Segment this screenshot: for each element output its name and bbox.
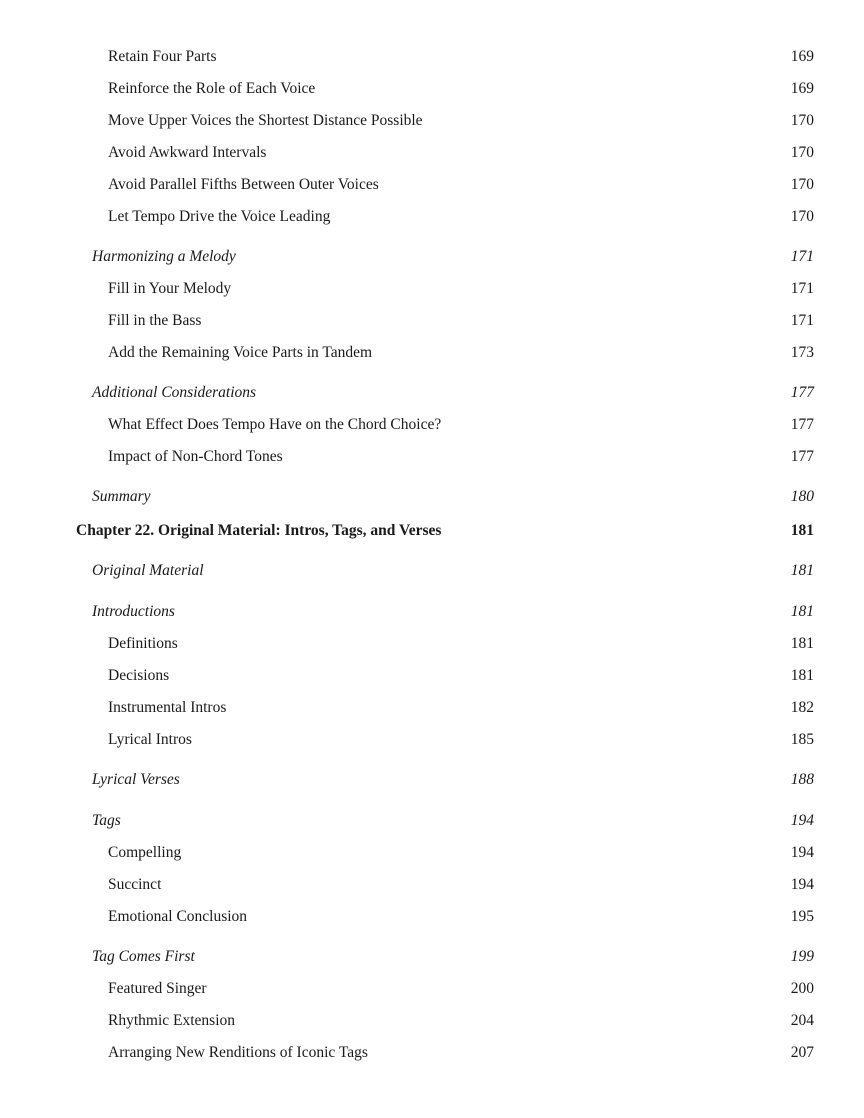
- toc-entry-title: Retain Four Parts: [108, 48, 217, 65]
- toc-entry-page: 177: [790, 416, 814, 433]
- toc-entry-title: Avoid Parallel Fifths Between Outer Voices: [108, 176, 379, 193]
- toc-entry-page: 194: [790, 876, 814, 893]
- toc-chapter[interactable]: [0, 519, 864, 543]
- toc-entry-page: 170: [790, 144, 814, 161]
- toc-section-title: Harmonizing a Melody: [92, 248, 236, 265]
- toc-section-page: 194: [790, 812, 814, 829]
- toc-entry-title: Decisions: [108, 667, 170, 684]
- toc-entry-page: 170: [790, 112, 814, 129]
- toc-entry[interactable]: [0, 841, 864, 865]
- toc-entry[interactable]: [0, 205, 864, 229]
- toc-entry[interactable]: [0, 728, 864, 752]
- toc-entry[interactable]: [0, 309, 864, 333]
- toc-section-page: 171: [790, 248, 814, 265]
- toc-entry[interactable]: [0, 77, 864, 101]
- toc-entry[interactable]: [0, 341, 864, 365]
- toc-entry-page: 171: [790, 280, 814, 297]
- toc-section-page: 188: [790, 771, 814, 788]
- toc-entry-title: Featured Singer: [108, 980, 207, 997]
- toc-entry[interactable]: [0, 1041, 864, 1065]
- toc-entry-page: 173: [790, 344, 814, 361]
- toc-entry-page: 169: [790, 48, 814, 65]
- toc-section-title: Original Material: [92, 562, 204, 579]
- toc-entry-title: Avoid Awkward Intervals: [108, 144, 267, 161]
- toc-entry-title: Add the Remaining Voice Parts in Tandem: [108, 344, 373, 361]
- toc-section[interactable]: [0, 945, 864, 969]
- toc-entry-title: Rhythmic Extension: [108, 1012, 236, 1029]
- toc-entry-title: Compelling: [108, 844, 182, 861]
- toc-entry-page: 185: [790, 731, 814, 748]
- toc-entry-page: 207: [790, 1044, 814, 1061]
- toc-section-title: Introductions: [92, 603, 175, 620]
- toc-entry-page: 171: [790, 312, 814, 329]
- toc-entry[interactable]: [0, 696, 864, 720]
- toc-entry[interactable]: [0, 173, 864, 197]
- toc-section[interactable]: [0, 559, 864, 583]
- toc-entry[interactable]: [0, 445, 864, 469]
- toc-entry[interactable]: [0, 664, 864, 688]
- toc-entry[interactable]: [0, 141, 864, 165]
- toc-entry[interactable]: [0, 977, 864, 1001]
- toc-entry-title: Fill in Your Melody: [108, 280, 232, 297]
- toc-section[interactable]: [0, 485, 864, 509]
- toc-section-title: Additional Considerations: [92, 384, 257, 401]
- toc-entry-page: 195: [790, 908, 814, 925]
- toc-entry-page: 170: [790, 208, 814, 225]
- toc-section[interactable]: [0, 600, 864, 624]
- toc-entry-title: Let Tempo Drive the Voice Leading: [108, 208, 331, 225]
- toc-section-page: 177: [790, 384, 814, 401]
- toc-section-page: 181: [790, 562, 814, 579]
- toc-section[interactable]: [0, 245, 864, 269]
- toc-section[interactable]: [0, 809, 864, 833]
- toc-entry[interactable]: [0, 905, 864, 929]
- toc-entry-page: 194: [790, 844, 814, 861]
- toc-entry-page: 181: [790, 667, 814, 684]
- toc-entry-page: 200: [790, 980, 814, 997]
- toc-entry[interactable]: [0, 632, 864, 656]
- toc-entry-title: Reinforce the Role of Each Voice: [108, 80, 316, 97]
- toc-entry-title: Definitions: [108, 635, 178, 652]
- toc-section-title: Tags: [92, 812, 121, 829]
- toc-section-title: Summary: [92, 488, 151, 505]
- toc-entry-page: 170: [790, 176, 814, 193]
- toc-entry-page: 169: [790, 80, 814, 97]
- toc-entry-title: Instrumental Intros: [108, 699, 227, 716]
- toc-entry-title: Move Upper Voices the Shortest Distance Possible: [108, 112, 423, 129]
- toc-section[interactable]: [0, 768, 864, 792]
- toc-entry[interactable]: [0, 45, 864, 69]
- toc-entry-title: What Effect Does Tempo Have on the Chord Choice?: [108, 416, 442, 433]
- toc-entry-page: 182: [790, 699, 814, 716]
- toc-entry-title: Succinct: [108, 876, 162, 893]
- toc-section-title: Tag Comes First: [92, 948, 195, 965]
- toc-entry-title: Impact of Non-Chord Tones: [108, 448, 283, 465]
- toc-chapter-title: Chapter 22. Original Material: Intros, Tags, and Verses: [76, 522, 442, 539]
- toc-entry-page: 177: [790, 448, 814, 465]
- toc-entry-page: 181: [790, 635, 814, 652]
- toc-entry-title: Emotional Conclusion: [108, 908, 248, 925]
- toc-entry[interactable]: [0, 1009, 864, 1033]
- toc-section[interactable]: [0, 381, 864, 405]
- toc-entry[interactable]: [0, 277, 864, 301]
- toc-section-title: Lyrical Verses: [92, 771, 180, 788]
- toc-chapter-page: 181: [790, 522, 814, 539]
- toc-entry[interactable]: [0, 109, 864, 133]
- toc-entry[interactable]: [0, 873, 864, 897]
- toc-entry[interactable]: [0, 413, 864, 437]
- toc-section-page: 180: [790, 488, 814, 505]
- toc-section-page: 181: [790, 603, 814, 620]
- toc-section-page: 199: [790, 948, 814, 965]
- toc-entry-title: Fill in the Bass: [108, 312, 202, 329]
- toc-entry-title: Arranging New Renditions of Iconic Tags: [108, 1044, 368, 1061]
- toc-entry-page: 204: [790, 1012, 814, 1029]
- toc-entry-title: Lyrical Intros: [108, 731, 192, 748]
